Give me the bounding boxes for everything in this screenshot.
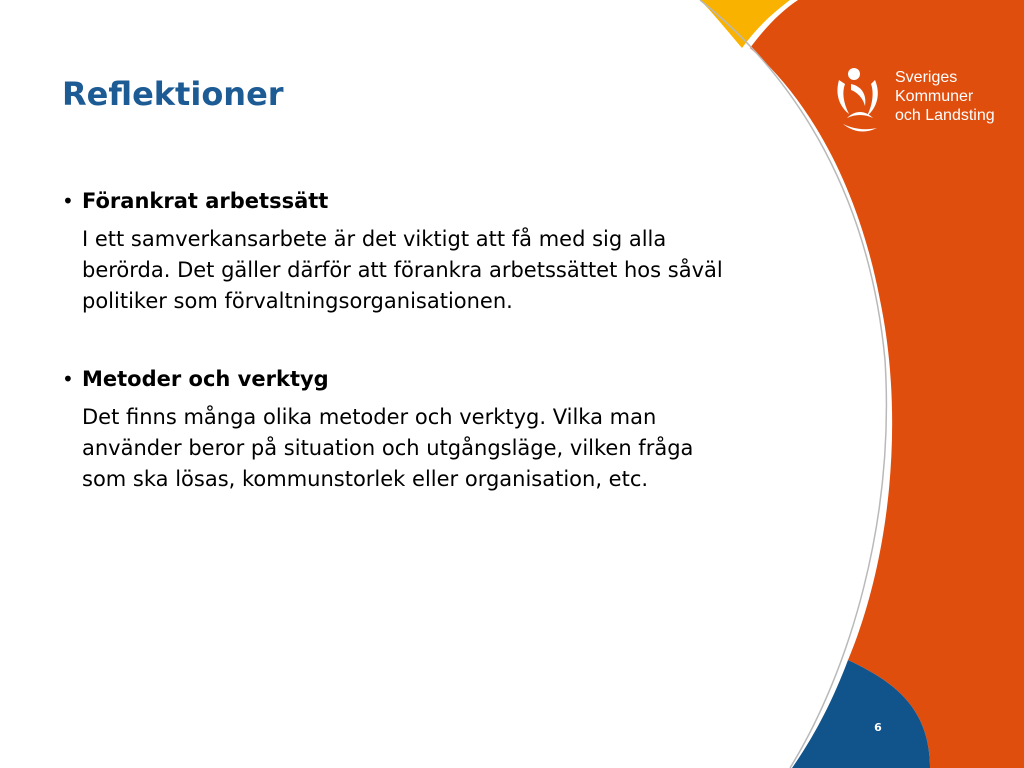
bullet-heading: Förankrat arbetssätt (82, 189, 329, 213)
logo-text (895, 68, 995, 125)
bullet-marker: • (62, 189, 74, 213)
logo (833, 62, 1013, 137)
bullet-item (62, 364, 742, 495)
page-number: 6 (874, 721, 882, 734)
logo-figure-icon (833, 62, 887, 136)
slide-title: Reflektioner (62, 75, 284, 113)
bullet-list (62, 186, 742, 495)
bullet-marker: • (62, 367, 74, 391)
bullet-heading: Metoder och verktyg (82, 367, 329, 391)
bullet-body: Det finns många olika metoder och verktyg. Vilka man använder beror på situation och utgångsläge, vilken fråga som ska lösas, kommunstorlek eller organisation, etc. (82, 405, 694, 491)
logo-text-line-1: Sveriges (895, 69, 958, 86)
bullet-body: I ett samverkansarbete är det viktigt att få med sig alla berörda. Det gäller därför att förankra arbetssättet hos såväl politiker som förvaltningsorganisationen. (82, 227, 723, 313)
logo-text-line-2: Kommuner (895, 88, 974, 105)
logo-text-line-3: och Landsting (895, 107, 995, 124)
bullet-item (62, 186, 742, 317)
